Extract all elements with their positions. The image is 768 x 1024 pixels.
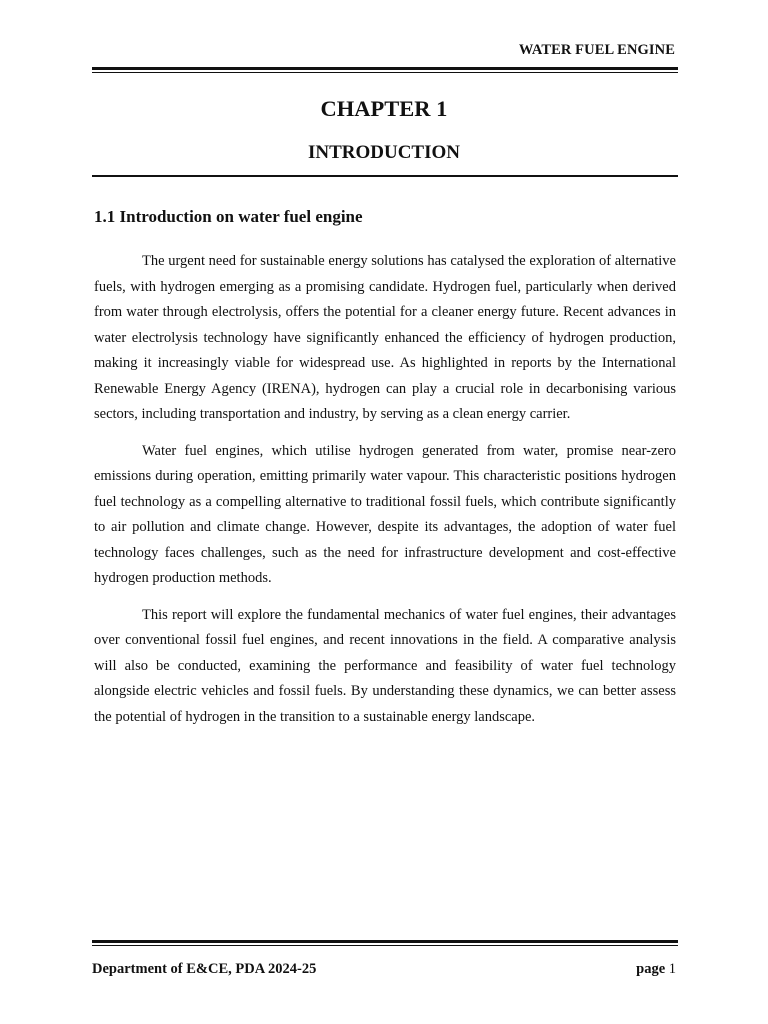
section-heading: 1.1 Introduction on water fuel engine xyxy=(94,207,363,226)
body-text xyxy=(94,249,676,741)
footer-page-number xyxy=(636,961,676,978)
paragraph: This report will explore the fundamental mechanics of water fuel engines, their advantages over conventional fossil fuel engines, and recent innovations in the field. A comparative analysis will also be conducted, examining the performance and feasibility of water fuel technology alongside electric vehicles and fossil fuels. By understanding these dynamics, we can better assess the potential of hydrogen in the transition to a sustainable energy landscape. xyxy=(94,606,676,725)
chapter-title: INTRODUCTION xyxy=(307,142,461,163)
paragraph: Water fuel engines, which utilise hydrogen generated from water, promise near-zero emissions during operation, emitting primarily water vapour. This characteristic positions hydrogen fuel technology as a compelling alternative to traditional fossil fuels, which contribute significantly to air pollution and climate change. However, despite its advantages, the adoption of water fuel technology faces challenges, such as the need for infrastructure development and cost-effective hydrogen production methods. xyxy=(94,442,676,586)
page-label: page xyxy=(636,961,666,977)
footer-department: Department of E&CE, PDA 2024-25 xyxy=(92,961,317,977)
chapter-number: CHAPTER 1 xyxy=(320,96,448,121)
header-rule xyxy=(92,67,678,73)
running-header: WATER FUEL ENGINE xyxy=(518,42,675,58)
footer-rule xyxy=(92,940,678,946)
paragraph: The urgent need for sustainable energy solutions has catalysed the exploration of alternative fuels, with hydrogen emerging as a promising candidate. Hydrogen fuel, particularly when derived from water through electrolysis, offers the potential for a cleaner energy future. Recent advances in water electrolysis technology have significantly enhanced the efficiency of hydrogen production, making it increasingly viable for widespread use. As highlighted in reports by the International Renewable Energy Agency (IRENA), hydrogen can play a crucial role in decarbonising various sectors, including transportation and industry, by serving as a clean energy carrier. xyxy=(94,253,676,422)
page-number: 1 xyxy=(668,961,676,977)
chapter-rule xyxy=(92,175,678,177)
